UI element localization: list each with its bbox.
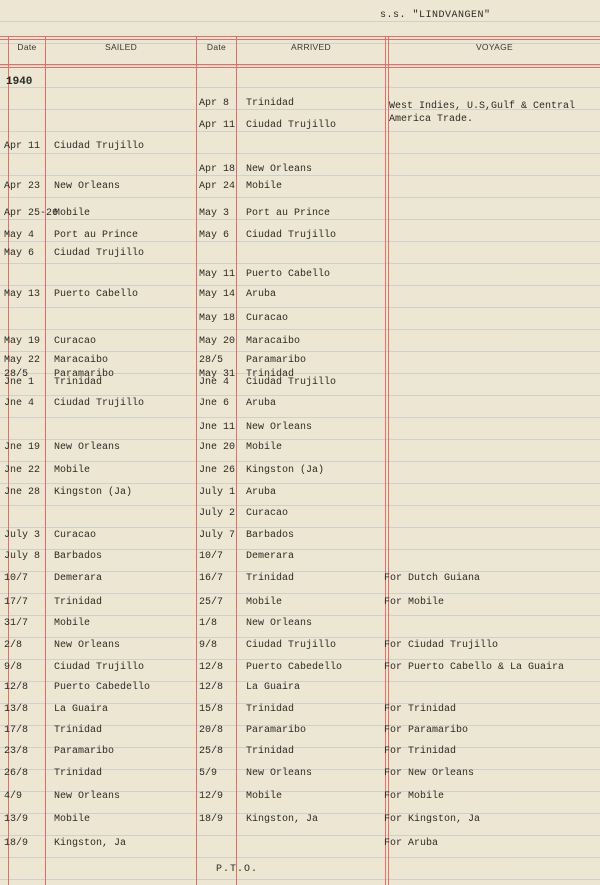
sailed-date: 12/8 [4, 682, 29, 693]
arrived-port: New Orleans [246, 768, 313, 779]
sailed-date: 4/9 [4, 791, 23, 802]
sailed-port: New Orleans [54, 791, 121, 802]
sailed-port-rule [196, 36, 197, 885]
sailed-port: Puerto Cabedello [54, 682, 151, 693]
sailed-date: May 6 [4, 248, 35, 259]
sailed-date: 18/9 [4, 838, 29, 849]
sailed-port: Barbados [54, 551, 103, 562]
sailed-date: Jne 28 [4, 487, 41, 498]
sailed-port: La Guaira [54, 704, 109, 715]
voyage-entry: For Aruba [384, 838, 439, 849]
arrived-port: Trinidad [246, 746, 295, 757]
arrived-date: July 1 [199, 487, 236, 498]
arrived-date: Apr 11 [199, 120, 236, 131]
arrived-port: Ciudad Trujillo [246, 230, 337, 241]
arrived-date: Jne 4 [199, 377, 230, 388]
sailed-port: Mobile [54, 814, 91, 825]
arrived-date: Jne 11 [199, 422, 236, 433]
sailed-date: 31/7 [4, 618, 29, 629]
arrived-port: Puerto Cabello [246, 269, 331, 280]
arrived-date: Apr 18 [199, 164, 236, 175]
sailed-port: Port au Prince [54, 230, 139, 241]
sailed-date: 17/8 [4, 725, 29, 736]
header-date-arrived: Date [206, 42, 227, 52]
sailed-port: Mobile [54, 618, 91, 629]
sailed-port: Curacao [54, 530, 97, 541]
voyage-entry: For Trinidad [384, 746, 457, 757]
arrived-port: Mobile [246, 181, 283, 192]
voyage-entry: For Mobile [384, 597, 445, 608]
arrived-port: Aruba [246, 487, 277, 498]
header-voyage: VOYAGE [475, 42, 514, 52]
voyage-entry: For Ciudad Trujillo [384, 640, 499, 651]
header-date-sailed: Date [17, 42, 37, 52]
sailed-date-rule [45, 36, 46, 885]
sailed-date: May 4 [4, 230, 35, 241]
margin-rule [8, 36, 9, 885]
sailed-port: Curacao [54, 336, 97, 347]
arrived-date: 16/7 [199, 573, 224, 584]
sailed-date: Jne 22 [4, 465, 41, 476]
arrived-port: Maracaibo [246, 336, 301, 347]
ship-name: s.s. "LINDVANGEN" [380, 10, 491, 21]
sailed-date: 26/8 [4, 768, 29, 779]
arrived-port: New Orleans [246, 422, 313, 433]
voyage-entry: For Trinidad [384, 704, 457, 715]
arrived-date: July 7 [199, 530, 236, 541]
voyage-entry: For Mobile [384, 791, 445, 802]
sailed-port: Paramaribo [54, 369, 115, 380]
arrived-date: 25/7 [199, 597, 224, 608]
arrived-date: July 2 [199, 508, 236, 519]
arrived-port: Curacao [246, 313, 289, 324]
arrived-date: 28/5 [199, 355, 224, 366]
arrived-date: 9/8 [199, 640, 218, 651]
voyage-entry: For Dutch Guiana [384, 573, 481, 584]
arrived-port: Trinidad [246, 573, 295, 584]
voyage-note: West Indies, U.S,Gulf & Central America Trade. [389, 101, 576, 125]
sailed-date: May 19 [4, 336, 41, 347]
arrived-date: 25/8 [199, 746, 224, 757]
header-rule-bottom [0, 64, 600, 65]
arrived-port: Paramaribo [246, 355, 307, 366]
arrived-port: La Guaira [246, 682, 301, 693]
header-arrived: ARRIVED [291, 42, 331, 52]
voyage-entry: For Paramaribo [384, 725, 469, 736]
arrived-port: Kingston, Ja [246, 814, 319, 825]
arrived-port: Puerto Cabedello [246, 662, 343, 673]
sailed-date: Apr 23 [4, 181, 41, 192]
arrived-port: New Orleans [246, 618, 313, 629]
sailed-date: July 8 [4, 551, 41, 562]
arrived-port: Aruba [246, 289, 277, 300]
sailed-date: 13/8 [4, 704, 29, 715]
arrived-port: Ciudad Trujillo [246, 640, 337, 651]
sailed-port: New Orleans [54, 640, 121, 651]
arrived-date: 18/9 [199, 814, 224, 825]
sailed-date: Jne 19 [4, 442, 41, 453]
arrived-date: May 31 [199, 369, 236, 380]
sailed-port: Demerara [54, 573, 103, 584]
arrived-port: Paramaribo [246, 725, 307, 736]
sailed-date: 13/9 [4, 814, 29, 825]
sailed-port: Puerto Cabello [54, 289, 139, 300]
sailed-port: Ciudad Trujillo [54, 398, 145, 409]
sailed-port: New Orleans [54, 442, 121, 453]
arrived-date: May 6 [199, 230, 230, 241]
sailed-port: Trinidad [54, 377, 103, 388]
arrived-port: Mobile [246, 597, 283, 608]
arrived-port: Barbados [246, 530, 295, 541]
arrived-port: New Orleans [246, 164, 313, 175]
arrived-port: Aruba [246, 398, 277, 409]
arrived-date: Jne 6 [199, 398, 230, 409]
sailed-date: May 13 [4, 289, 41, 300]
arrived-port: Ciudad Trujillo [246, 377, 337, 388]
arrived-date: Jne 20 [199, 442, 236, 453]
arrived-date: 12/9 [199, 791, 224, 802]
arrived-date: May 3 [199, 208, 230, 219]
sailed-date: 9/8 [4, 662, 23, 673]
sailed-port: Ciudad Trujillo [54, 141, 145, 152]
year-label: 1940 [6, 76, 33, 88]
footer-pto: P.T.O. [216, 864, 259, 875]
arrived-port: Mobile [246, 442, 283, 453]
arrived-date: May 11 [199, 269, 236, 280]
sailed-date: Jne 4 [4, 398, 35, 409]
sailed-date: 28/5 [4, 369, 29, 380]
arrived-date: Apr 24 [199, 181, 236, 192]
arrived-date-rule [236, 36, 237, 885]
arrived-date: 10/7 [199, 551, 224, 562]
voyage-entry: For New Orleans [384, 768, 475, 779]
arrived-port-rule-double [388, 36, 389, 885]
sailed-date: Apr 11 [4, 141, 41, 152]
arrived-port: Trinidad [246, 369, 295, 380]
sailed-port: New Orleans [54, 181, 121, 192]
sailed-port: Ciudad Trujillo [54, 662, 145, 673]
sailed-date: 10/7 [4, 573, 29, 584]
sailed-port: Trinidad [54, 597, 103, 608]
sailed-port: Kingston, Ja [54, 838, 127, 849]
header-rule-top-double [0, 39, 600, 40]
sailed-port: Kingston (Ja) [54, 487, 133, 498]
sailed-date: May 22 [4, 355, 41, 366]
sailed-date: 17/7 [4, 597, 29, 608]
arrived-date: Apr 8 [199, 98, 230, 109]
voyage-entry: For Kingston, Ja [384, 814, 481, 825]
arrived-port: Trinidad [246, 704, 295, 715]
voyage-entry: For Puerto Cabello & La Guaira [384, 662, 565, 673]
arrived-date: 12/8 [199, 662, 224, 673]
arrived-date: 5/9 [199, 768, 218, 779]
arrived-date: 12/8 [199, 682, 224, 693]
arrived-date: May 20 [199, 336, 236, 347]
arrived-port: Curacao [246, 508, 289, 519]
sailed-port: Maracaibo [54, 355, 109, 366]
sailed-port: Paramaribo [54, 746, 115, 757]
arrived-port: Ciudad Trujillo [246, 120, 337, 131]
sailed-port: Mobile [54, 465, 91, 476]
arrived-date: 1/8 [199, 618, 218, 629]
arrived-port: Mobile [246, 791, 283, 802]
arrived-date: Jne 26 [199, 465, 236, 476]
header-rule-top [0, 36, 600, 37]
sailed-port: Mobile [54, 208, 91, 219]
sailed-date: 23/8 [4, 746, 29, 757]
arrived-port: Demerara [246, 551, 295, 562]
arrived-port-rule [385, 36, 386, 885]
arrived-date: May 14 [199, 289, 236, 300]
sailed-date: Jne 1 [4, 377, 35, 388]
sailed-date: Apr 25-26 [4, 208, 59, 219]
sailed-port: Ciudad Trujillo [54, 248, 145, 259]
sailed-port: Trinidad [54, 768, 103, 779]
sailed-date: July 3 [4, 530, 41, 541]
header-rule-bottom-double [0, 67, 600, 68]
arrived-port: Trinidad [246, 98, 295, 109]
arrived-date: 20/8 [199, 725, 224, 736]
arrived-date: May 18 [199, 313, 236, 324]
arrived-port: Port au Prince [246, 208, 331, 219]
arrived-date: 15/8 [199, 704, 224, 715]
header-sailed: SAILED [104, 42, 138, 52]
arrived-port: Kingston (Ja) [246, 465, 325, 476]
sailed-date: 2/8 [4, 640, 23, 651]
sailed-port: Trinidad [54, 725, 103, 736]
